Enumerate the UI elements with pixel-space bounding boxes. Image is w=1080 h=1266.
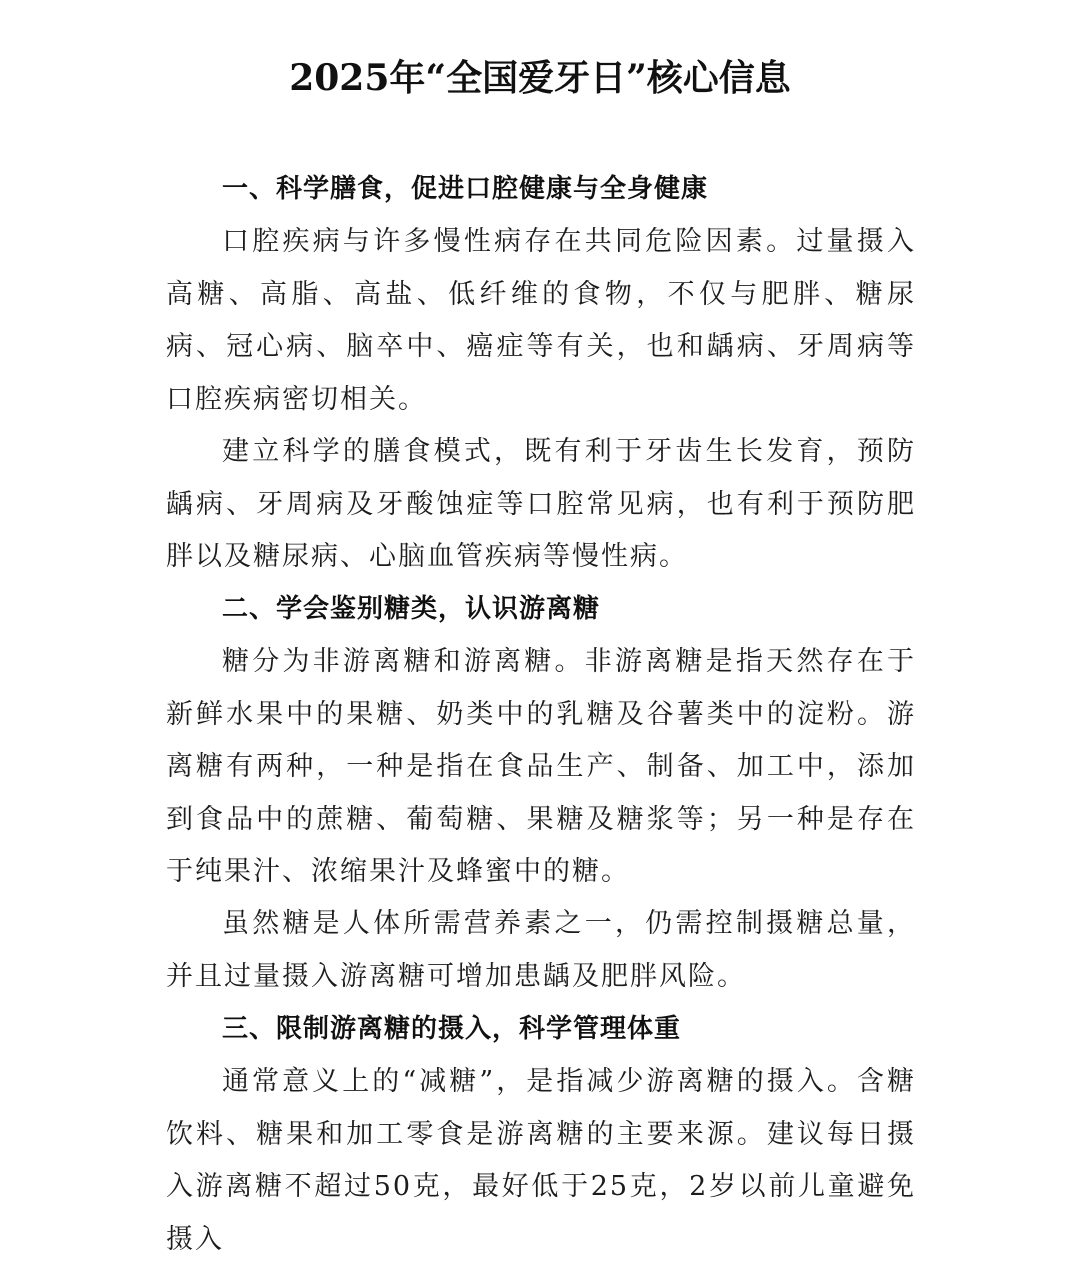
- section-3-paragraph-1: [166, 1056, 916, 1266]
- section-heading-1: 一、科学膳食，促进口腔健康与全身健康: [222, 174, 709, 204]
- paragraph-text: 糖分为非游离糖和游离糖。非游离糖是指天然存在于新鲜水果中的果糖、奶类中的乳糖及谷薯类中的淀粉。游离糖有两种，一种是指在食品生产、制备、加工中，添加到食品中的蔗糖、葡萄糖、果糖及糖浆等；另一种是存在于纯果汁、浓缩果汁及蜂蜜中的糖。: [166, 646, 916, 887]
- paragraph-text: 建立科学的膳食模式，既有利于牙齿生长发育，预防龋病、牙周病及牙酸蚀症等口腔常见病，也有利于预防肥胖以及糖尿病、心脑血管疾病等慢性病。: [166, 436, 916, 572]
- paragraph-text: 通常意义上的“减糖”，是指减少游离糖的摄入。含糖饮料、糖果和加工零食是游离糖的主要来源。建议每日摄入游离糖不超过50克，最好低于25克，2岁以前儿童避免摄入: [166, 1066, 916, 1255]
- paragraph-text: 虽然糖是人体所需营养素之一，仍需控制摄糖总量，并且过量摄入游离糖可增加患龋及肥胖风险。: [166, 908, 916, 992]
- section-1-paragraph-1: [166, 216, 916, 426]
- section-2-paragraph-1: [166, 636, 916, 899]
- document-title: 2025年“全国爱牙日”核心信息: [289, 57, 791, 99]
- paragraph-text: 口腔疾病与许多慢性病存在共同危险因素。过量摄入高糖、高脂、高盐、低纤维的食物，不仅与肥胖、糖尿病、冠心病、脑卒中、癌症等有关，也和龋病、牙周病等口腔疾病密切相关。: [166, 226, 916, 415]
- section-1-paragraph-2: [166, 426, 916, 584]
- section-heading-3: 三、限制游离糖的摄入，科学管理体重: [222, 1014, 682, 1044]
- section-heading-2: 二、学会鉴别糖类，认识游离糖: [222, 594, 601, 624]
- section-2-paragraph-2: [166, 898, 916, 1003]
